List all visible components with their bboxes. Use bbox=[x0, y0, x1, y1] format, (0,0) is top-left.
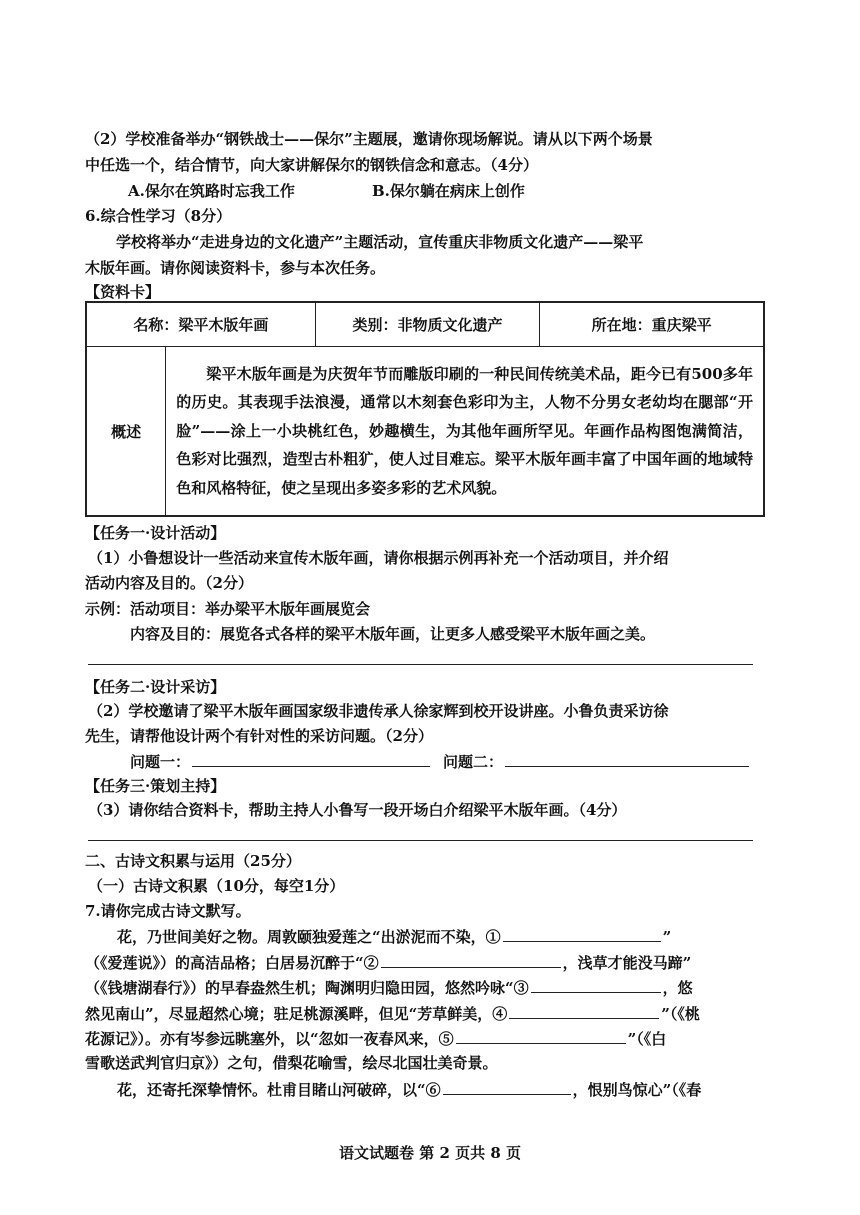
card-name: 名称：梁平木版年画 bbox=[86, 302, 315, 347]
p1-line4-end: ”（《桃 bbox=[661, 1005, 700, 1023]
option-a: A.保尔在筑路时忘我工作 bbox=[128, 182, 295, 200]
question-two-label: 问题二： bbox=[443, 753, 504, 771]
blank-6[interactable] bbox=[443, 1078, 571, 1095]
blank-1[interactable] bbox=[503, 925, 661, 942]
section2-heading: 二、古诗文积累与运用（25分） bbox=[85, 852, 301, 870]
p1-line3-text: （《钱塘湖春行》）的早春盎然生机；陶渊明归隐田园，悠然吟咏“③ bbox=[85, 979, 529, 997]
card-label: 【资料卡】 bbox=[85, 283, 161, 301]
p1-line5 bbox=[85, 1027, 666, 1050]
p1-line1-end: ” bbox=[662, 928, 672, 946]
p1-line2-text: （《爱莲说》）的高洁品格；白居易沉醉于“② bbox=[85, 954, 379, 972]
task3-answer-line[interactable] bbox=[88, 840, 753, 841]
p1-line4-text: 然见南山”，尽显超然心境；驻足桃源溪畔，但见“芳草鲜美，④ bbox=[85, 1005, 508, 1023]
blank-2[interactable] bbox=[381, 951, 561, 968]
p1-line2-end: ，浅草才能没马蹄” bbox=[562, 954, 692, 972]
section2-subheading: （一）古诗文积累（10分，每空1分） bbox=[88, 877, 345, 895]
question-two-blank[interactable] bbox=[505, 750, 749, 767]
task1-answer-line[interactable] bbox=[88, 664, 753, 665]
blank-4[interactable] bbox=[509, 1002, 659, 1019]
q6-intro-line1: 学校将举办“走进身边的文化遗产”主题活动，宣传重庆非物质文化遗产——梁平 bbox=[116, 233, 644, 251]
task2-question-line1: （2）学校邀请了梁平木版年画国家级非遗传承人徐家辉到校开设讲座。小鲁负责采访徐 bbox=[88, 702, 669, 720]
task3-title: 【任务三·策划主持】 bbox=[85, 777, 226, 795]
card-category: 类别：非物质文化遗产 bbox=[315, 302, 539, 347]
q5-2-line2: 中任选一个，结合情节，向大家讲解保尔的钢铁信念和意志。（4分） bbox=[85, 156, 538, 174]
p2-line1-end: ，恨别鸟惊心”（《春 bbox=[572, 1081, 702, 1099]
question-one-row bbox=[130, 750, 432, 773]
p1-line4 bbox=[85, 1002, 700, 1025]
p1-line5-end: ”（《白 bbox=[627, 1030, 667, 1048]
p1-line1 bbox=[117, 925, 671, 948]
p1-line3 bbox=[85, 976, 693, 999]
q6-heading: 6.综合性学习（8分） bbox=[85, 207, 232, 225]
task3-question: （3）请你结合资料卡，帮助主持人小鲁写一段开场白介绍梁平木版年画。（4分） bbox=[88, 801, 627, 819]
p1-line2 bbox=[85, 951, 691, 974]
p1-line5-text: 花源记》）。亦有岑参远眺塞外，以“忽如一夜春风来，⑤ bbox=[85, 1030, 454, 1048]
task2-title: 【任务二·设计采访】 bbox=[85, 678, 226, 696]
info-card-table bbox=[85, 301, 765, 517]
p1-line6: 雪歌送武判官归京》）之句，借梨花喻雪，绘尽北国壮美奇景。 bbox=[85, 1054, 498, 1072]
blank-5[interactable] bbox=[456, 1027, 626, 1044]
task1-example-line2: 内容及目的：展览各式各样的梁平木版年画，让更多人感受梁平木版年画之美。 bbox=[130, 625, 656, 643]
q7-heading: 7.请你完成古诗文默写。 bbox=[85, 902, 251, 920]
card-overview-label: 概述 bbox=[86, 347, 166, 517]
task1-question-line1: （1）小鲁想设计一些活动来宣传木版年画，请你根据示例再补充一个活动项目，并介绍 bbox=[88, 549, 669, 567]
p1-line1-text: 花，乃世间美好之物。周敦颐独爱莲之“出淤泥而不染，① bbox=[117, 928, 501, 946]
card-overview-text: 梁平木版年画是为庆贺年节而雕版印刷的一种民间传统美术品，距今已有500多年的历史。其表现手法浪漫，通常以木刻套色彩印为主，人物不分男女老幼均在腮部“开脸”——涂上一小块桃红色，妙趣横生，为其他年画所罕见。年画作品构图饱满简洁，色彩对比强烈，造型古朴粗犷，使人过目难忘。梁平木版年画丰富了中国年画的地域特色和风格特征，使之呈现出多姿多彩的艺术风貌。 bbox=[166, 347, 764, 517]
q6-intro-line2: 木版年画。请你阅读资料卡，参与本次任务。 bbox=[85, 259, 386, 277]
blank-3[interactable] bbox=[531, 976, 661, 993]
card-location: 所在地：重庆梁平 bbox=[540, 302, 764, 347]
page-footer: 语文试题卷 第 2 页共 8 页 bbox=[339, 1144, 521, 1162]
question-one-blank[interactable] bbox=[192, 750, 430, 767]
option-b: B.保尔躺在病床上创作 bbox=[372, 182, 525, 200]
p1-line3-end: ，悠 bbox=[662, 979, 693, 997]
task2-question-line2: 先生，请帮他设计两个有针对性的采访问题。（2分） bbox=[85, 727, 433, 745]
task1-title: 【任务一·设计活动】 bbox=[85, 524, 226, 542]
task1-question-line2: 活动内容及目的。（2分） bbox=[85, 574, 253, 592]
question-one-label: 问题一： bbox=[130, 753, 191, 771]
question-two-row bbox=[443, 750, 751, 773]
q5-2-line1: （2）学校准备举办“钢铁战士——保尔”主题展，邀请你现场解说。请从以下两个场景 bbox=[85, 130, 653, 148]
p2-line1-text: 花，还寄托深挚情怀。杜甫目睹山河破碎，以“⑥ bbox=[117, 1081, 441, 1099]
task1-example-line1: 示例：活动项目：举办梁平木版年画展览会 bbox=[85, 600, 371, 618]
p2-line1 bbox=[117, 1078, 701, 1101]
